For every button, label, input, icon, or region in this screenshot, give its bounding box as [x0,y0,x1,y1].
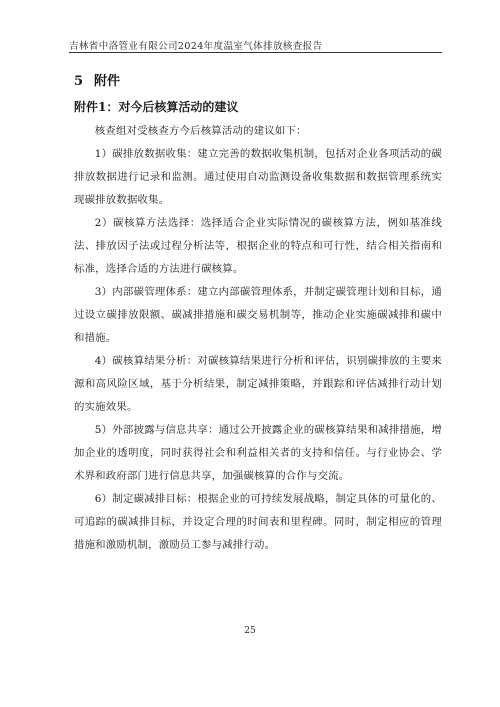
attachment-title: 附件1：对今后核算活动的建议 [74,100,239,114]
paragraph-6: 6）制定碳减排目标：根据企业的可持续发展战略，制定具体的可量化的、可追踪的碳减排目标，并设定合理的时间表和里程碑。同时，制定相应的管理措施和激励机制，激励员工参与减排行动。 [74,493,442,551]
header-rule [69,52,442,53]
running-header: 吉林省中洛管业有限公司2024年度温室气体排放核查报告 [69,41,323,52]
section-heading [74,70,120,89]
paragraph-1: 1）碳排放数据收集：建立完善的数据收集机制，包括对企业各项活动的碳排放数据进行记录和监测。通过使用自动监测设备收集数据和数据管理系统实现碳排放数据收集。 [74,148,442,206]
paragraph-2: 2）碳核算方法选择：选择适合企业实际情况的碳核算方法，例如基准线法、排放因子法或过程分析法等，根据企业的特点和可行性，结合相关指南和标准，选择合适的方法进行碳核算。 [74,217,442,275]
section-number: 5 [74,74,84,89]
paragraph-intro: 核查组对受核查方今后核算活动的建议如下： [94,125,307,137]
paragraph-3: 3）内部碳管理体系：建立内部碳管理体系，并制定碳管理计划和目标，通过设立碳排放限额、碳减排措施和碳交易机制等，推动企业实施碳减排和碳中和措施。 [74,286,442,344]
body-text [74,120,442,557]
page-number: 25 [244,626,256,636]
paragraph-4: 4）碳核算结果分析：对碳核算结果进行分析和评估，识别碳排放的主要来源和高风险区域，基于分析结果，制定减排策略，并跟踪和评估减排行动计划的实施效果。 [74,355,442,413]
section-title: 附件 [94,74,121,89]
paragraph-5: 5）外部披露与信息共享：通过公开披露企业的碳核算结果和减排措施，增加企业的透明度，同时获得社会和利益相关者的支持和信任。与行业协会、学术界和政府部门进行信息共享，加强碳核算的合作与交流。 [74,424,442,482]
